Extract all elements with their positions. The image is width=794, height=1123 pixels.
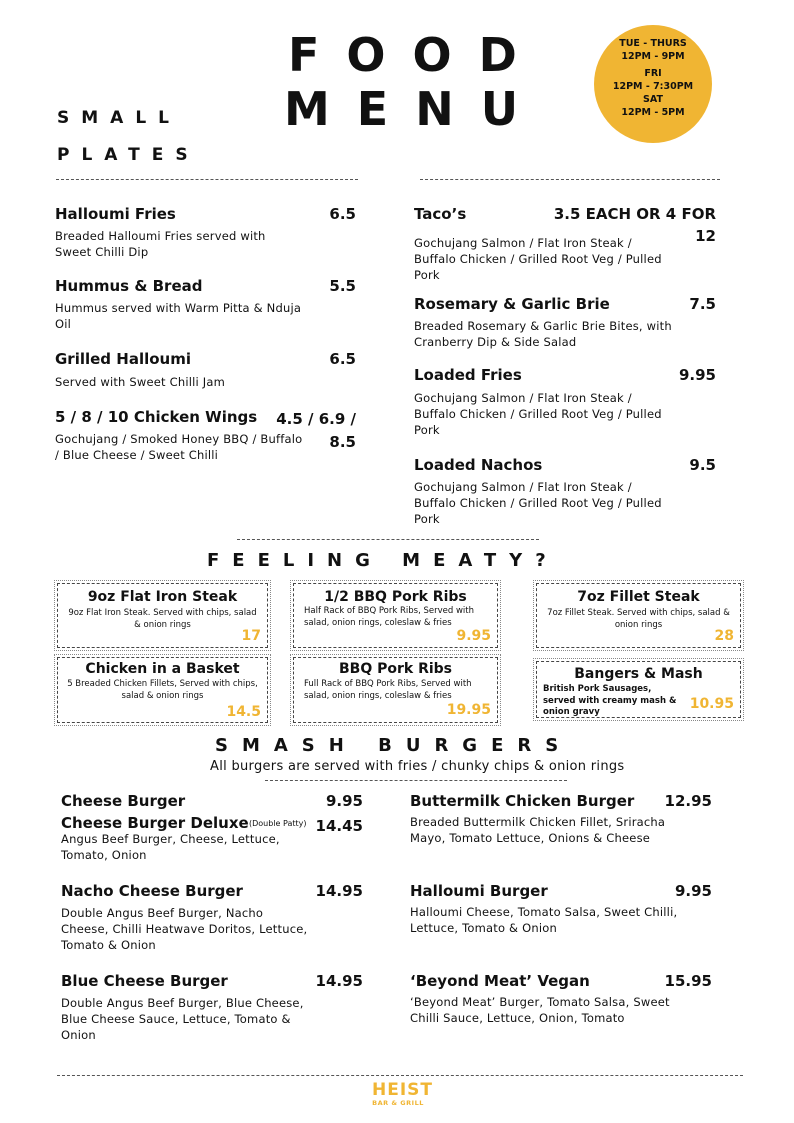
meaty-box-description: Full Rack of BBQ Pork Ribs, Served with salad, onion rings, coleslaw & fries bbox=[304, 679, 472, 701]
item-name: Buttermilk Chicken Burger bbox=[410, 792, 635, 810]
item-price: 12 bbox=[695, 227, 716, 245]
meaty-box bbox=[57, 583, 268, 648]
item-name: Halloumi Fries bbox=[55, 205, 176, 223]
item-description: ‘Beyond Meat’ Burger, Tomato Salsa, Sweet Chilli Sauce, Lettuce, Onion, Tomato bbox=[410, 995, 670, 1025]
item-description: Double Angus Beef Burger, Blue Cheese, Blue Cheese Sauce, Lettuce, Tomato & Onion bbox=[61, 996, 304, 1042]
meaty-box-name: 9oz Flat Iron Steak bbox=[87, 589, 238, 605]
meaty-box bbox=[293, 657, 498, 723]
item-name: Loaded Fries bbox=[414, 366, 522, 384]
meaty-box-description: 9oz Flat Iron Steak. Served with chips, salad & onion rings bbox=[68, 608, 257, 630]
meaty-box-description: 7oz Fillet Steak. Served with chips, salad & onion rings bbox=[547, 608, 730, 630]
divider bbox=[56, 179, 358, 180]
item-price: 9.5 bbox=[689, 456, 716, 474]
item-name: Hummus & Bread bbox=[55, 277, 203, 295]
heist-logo bbox=[372, 1080, 434, 1107]
item-description: Hummus served with Warm Pitta & Nduja Oil bbox=[55, 301, 302, 331]
item-price: 3.5 EACH OR 4 FOR bbox=[553, 205, 716, 223]
meaty-box-price: 28 bbox=[714, 628, 734, 644]
divider bbox=[57, 1075, 743, 1076]
item-description: Gochujang Salmon / Flat Iron Steak / Buffalo Chicken / Grilled Root Veg / Pulled Pork bbox=[414, 480, 662, 526]
meaty-box-price: 9.95 bbox=[456, 628, 491, 644]
item-price: 12.95 bbox=[664, 792, 712, 810]
item-price: 14.95 bbox=[315, 972, 363, 990]
item-note: (Double Patty) bbox=[249, 819, 307, 828]
item-price: 6.5 bbox=[329, 205, 356, 223]
menu-title-menu: MENU bbox=[284, 82, 546, 136]
small-plates-heading: SMALL bbox=[57, 108, 181, 128]
item-description: Breaded Rosemary & Garlic Brie Bites, with Cranberry Dip & Side Salad bbox=[414, 319, 672, 349]
item-name: Rosemary & Garlic Brie bbox=[414, 295, 610, 313]
hours-line: 12PM - 9PM bbox=[621, 51, 685, 62]
item-price: 14.45 bbox=[315, 817, 363, 835]
logo-wordmark: HEIST bbox=[372, 1080, 434, 1100]
item-name: Blue Cheese Burger bbox=[61, 972, 228, 990]
item-description: Breaded Buttermilk Chicken Fillet, Sriracha Mayo, Tomato Lettuce, Onions & Cheese bbox=[410, 815, 666, 845]
item-name: 5 / 8 / 10 Chicken Wings bbox=[55, 408, 258, 426]
item-name: ‘Beyond Meat’ Vegan bbox=[410, 972, 590, 990]
meaty-box-name: 1/2 BBQ Pork Ribs bbox=[324, 589, 467, 605]
meaty-box-price: 10.95 bbox=[689, 696, 734, 712]
hours-line: TUE - THURS bbox=[619, 38, 687, 49]
item-description: Gochujang / Smoked Honey BBQ / Buffalo / Blue Cheese / Sweet Chilli bbox=[55, 432, 303, 462]
meaty-box-description: British Pork Sausages, served with creamy mash & onion gravy bbox=[543, 684, 677, 717]
item-description: Halloumi Cheese, Tomato Salsa, Sweet Chilli, Lettuce, Tomato & Onion bbox=[410, 905, 678, 935]
divider bbox=[420, 179, 720, 180]
meaty-box bbox=[293, 583, 498, 648]
item-price: 14.95 bbox=[315, 882, 363, 900]
item-description: Angus Beef Burger, Cheese, Lettuce, Tomato, Onion bbox=[61, 832, 280, 862]
meaty-box-name: 7oz Fillet Steak bbox=[577, 589, 700, 605]
burgers-subtitle: All burgers are served with fries / chunky chips & onion rings bbox=[210, 759, 625, 774]
item-name: Halloumi Burger bbox=[410, 882, 548, 900]
hours-line: 12PM - 5PM bbox=[621, 107, 685, 118]
meaty-box-description: 5 Breaded Chicken Fillets, Served with chips, salad & onion rings bbox=[67, 679, 258, 701]
item-name: Loaded Nachos bbox=[414, 456, 543, 474]
meaty-box-description: Half Rack of BBQ Pork Ribs, Served with salad, onion rings, coleslaw & fries bbox=[304, 606, 474, 628]
logo-subtitle: BAR & GRILL bbox=[372, 1099, 424, 1107]
item-name: Cheese Burger bbox=[61, 792, 186, 810]
small-plates-heading: PLATES bbox=[57, 145, 200, 165]
item-description: Double Angus Beef Burger, Nacho Cheese, Chilli Heatwave Doritos, Lettuce, Tomato & Onion bbox=[61, 906, 308, 952]
item-price: 15.95 bbox=[664, 972, 712, 990]
meaty-box-name: Bangers & Mash bbox=[574, 666, 703, 682]
meaty-box bbox=[536, 661, 741, 718]
meaty-box-price: 19.95 bbox=[446, 702, 491, 718]
hours-line: 12PM - 7:30PM bbox=[612, 81, 694, 92]
item-price: 9.95 bbox=[325, 792, 363, 810]
item-description: Gochujang Salmon / Flat Iron Steak / Buffalo Chicken / Grilled Root Veg / Pulled Pork bbox=[414, 236, 662, 282]
item-name: Grilled Halloumi bbox=[55, 350, 191, 368]
opening-hours-badge bbox=[594, 25, 712, 143]
meaty-box bbox=[57, 657, 268, 723]
item-price: 9.95 bbox=[678, 366, 716, 384]
item-description: Breaded Halloumi Fries served with Sweet Chilli Dip bbox=[55, 229, 266, 259]
meaty-box-price: 14.5 bbox=[226, 704, 261, 720]
smash-burgers-heading: SMASH BURGERS bbox=[215, 735, 573, 756]
item-description: Gochujang Salmon / Flat Iron Steak / Buffalo Chicken / Grilled Root Veg / Pulled Pork bbox=[414, 391, 662, 437]
feeling-meaty-heading: FEELING MEATY? bbox=[207, 550, 559, 571]
item-price: 9.95 bbox=[674, 882, 712, 900]
meaty-box-name: Chicken in a Basket bbox=[85, 661, 240, 677]
hours-line: SAT bbox=[643, 94, 663, 105]
item-price: 6.5 bbox=[329, 350, 356, 368]
item-name: Cheese Burger Deluxe bbox=[61, 814, 249, 832]
hours-line: FRI bbox=[644, 68, 662, 79]
item-name: Taco’s bbox=[414, 205, 467, 223]
item-description: Served with Sweet Chilli Jam bbox=[55, 375, 226, 389]
meaty-box-price: 17 bbox=[241, 628, 261, 644]
item-price: 4.5 / 6.9 / bbox=[276, 410, 356, 428]
item-price: 5.5 bbox=[329, 277, 356, 295]
meaty-box-name: BBQ Pork Ribs bbox=[338, 661, 453, 677]
item-price: 8.5 bbox=[329, 433, 356, 451]
menu-title-food: FOOD bbox=[288, 28, 544, 82]
divider bbox=[265, 780, 567, 781]
divider bbox=[237, 539, 539, 540]
item-price: 7.5 bbox=[689, 295, 716, 313]
meaty-box bbox=[536, 583, 741, 648]
item-name: Nacho Cheese Burger bbox=[61, 882, 243, 900]
